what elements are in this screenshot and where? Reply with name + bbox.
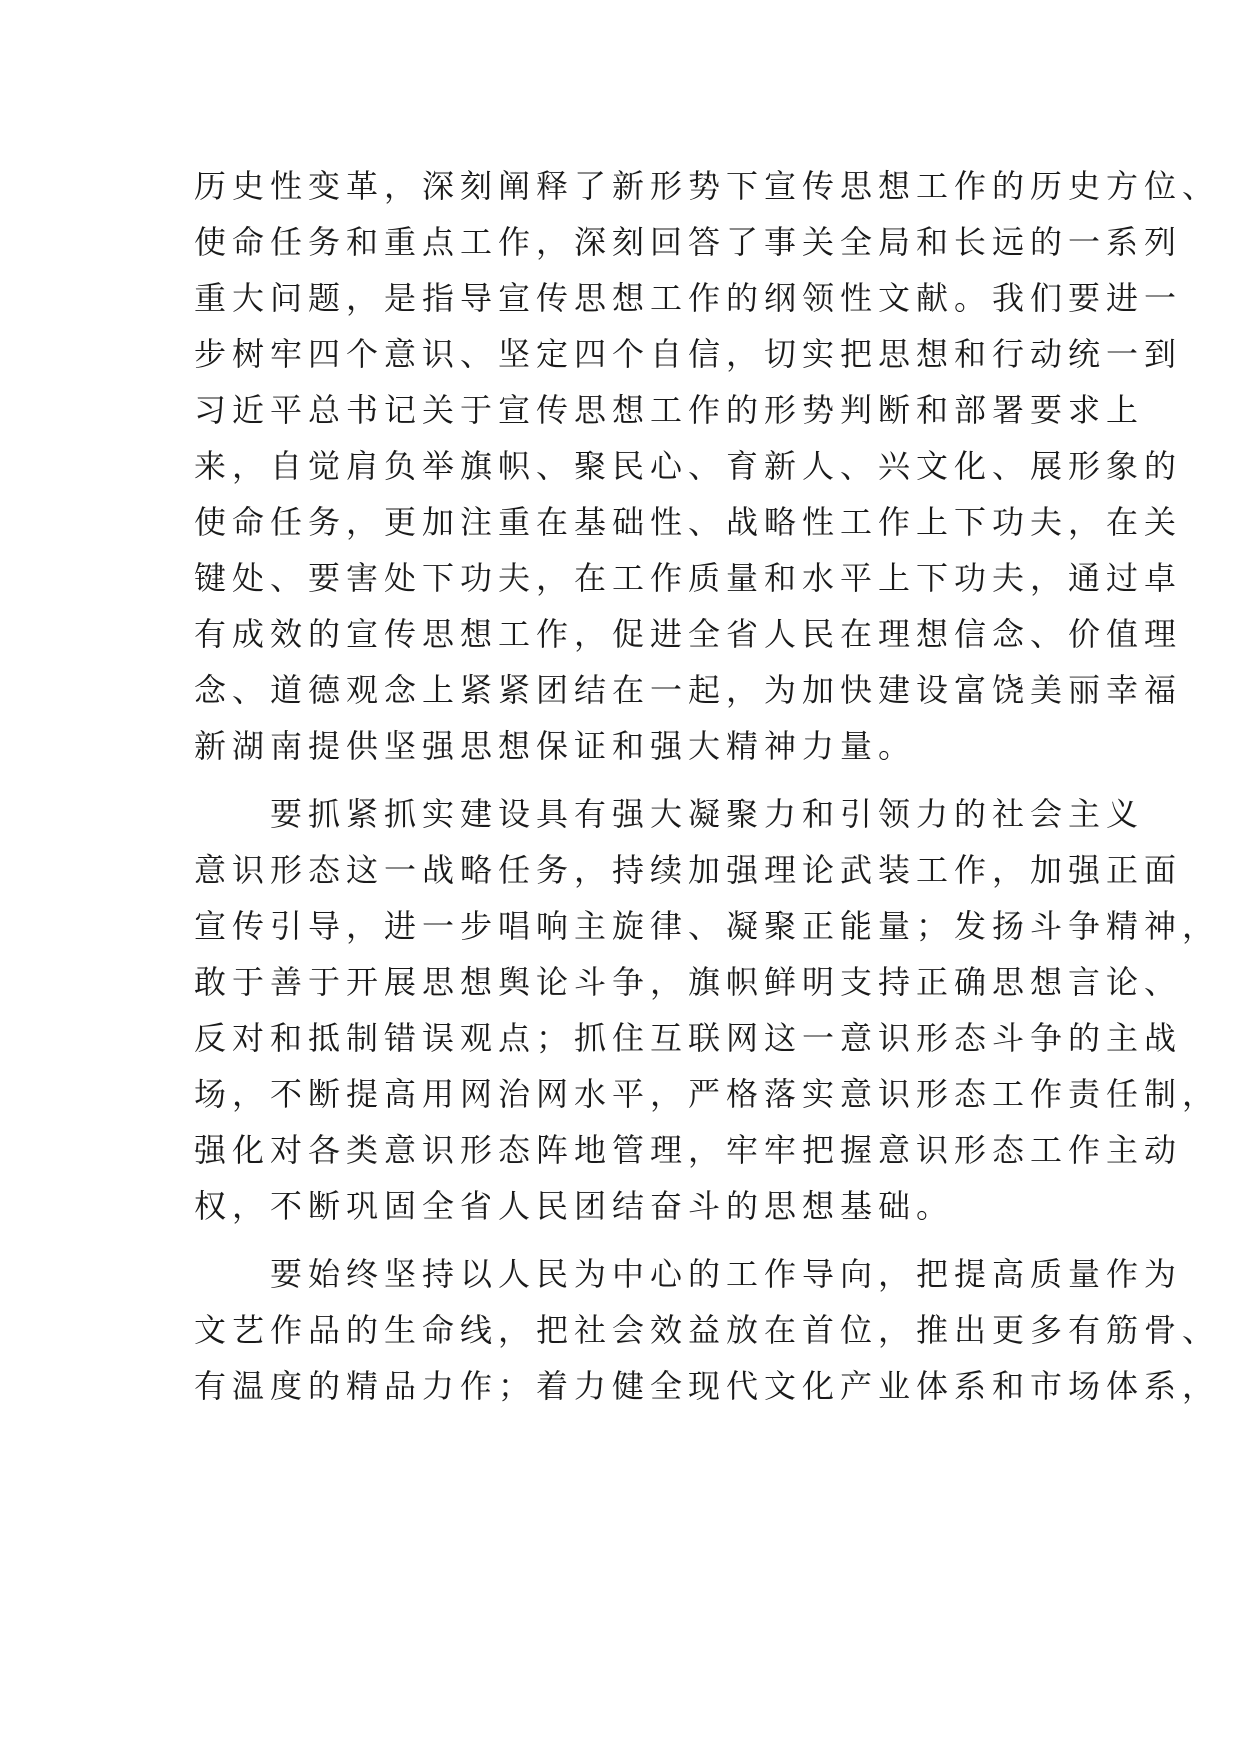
text-line: 来，自觉肩负举旗帜、聚民心、育新人、兴文化、展形象的 — [194, 447, 1183, 485]
text-line: 敢于善于开展思想舆论斗争，旗帜鲜明支持正确思想言论、 — [194, 963, 1183, 1001]
paragraph-gap — [194, 774, 1074, 786]
text-line: 重大问题，是指导宣传思想工作的纲领性文献。我们要进一 — [194, 279, 1183, 317]
text-line: 历史性变革，深刻阐释了新形势下宣传思想工作的历史方位、 — [194, 167, 1221, 205]
text-line: 步树牢四个意识、坚定四个自信，切实把思想和行动统一到 — [194, 335, 1183, 373]
text-line: 要始终坚持以人民为中心的工作导向，把提高质量作为 — [194, 1255, 1183, 1293]
body-text — [194, 158, 1221, 1414]
text-line: 新湖南提供坚强思想保证和强大精神力量。 — [194, 727, 917, 765]
text-line: 使命任务和重点工作，深刻回答了事关全局和长远的一系列 — [194, 223, 1183, 261]
paragraph-gap — [194, 1234, 1074, 1246]
text-line: 念、道德观念上紧紧团结在一起，为加快建设富饶美丽幸福 — [194, 671, 1183, 709]
text-line: 使命任务，更加注重在基础性、战略性工作上下功夫，在关 — [194, 503, 1183, 541]
text-line: 习近平总书记关于宣传思想工作的形势判断和部署要求上 — [194, 391, 1145, 429]
text-line: 强化对各类意识形态阵地管理，牢牢把握意识形态工作主动 — [194, 1131, 1183, 1169]
text-line: 宣传引导，进一步唱响主旋律、凝聚正能量；发扬斗争精神， — [194, 907, 1221, 945]
text-line: 场，不断提高用网治网水平，严格落实意识形态工作责任制， — [194, 1075, 1221, 1113]
text-line: 有温度的精品力作；着力健全现代文化产业体系和市场体系， — [194, 1367, 1221, 1405]
text-line: 要抓紧抓实建设具有强大凝聚力和引领力的社会主义 — [194, 795, 1145, 833]
text-line: 文艺作品的生命线，把社会效益放在首位，推出更多有筋骨、 — [194, 1311, 1221, 1349]
text-line: 权，不断巩固全省人民团结奋斗的思想基础。 — [194, 1187, 955, 1225]
text-line: 有成效的宣传思想工作，促进全省人民在理想信念、价值理 — [194, 615, 1183, 653]
text-line: 键处、要害处下功夫，在工作质量和水平上下功夫，通过卓 — [194, 559, 1183, 597]
text-line: 意识形态这一战略任务，持续加强理论武装工作，加强正面 — [194, 851, 1183, 889]
text-line: 反对和抵制错误观点；抓住互联网这一意识形态斗争的主战 — [194, 1019, 1183, 1057]
